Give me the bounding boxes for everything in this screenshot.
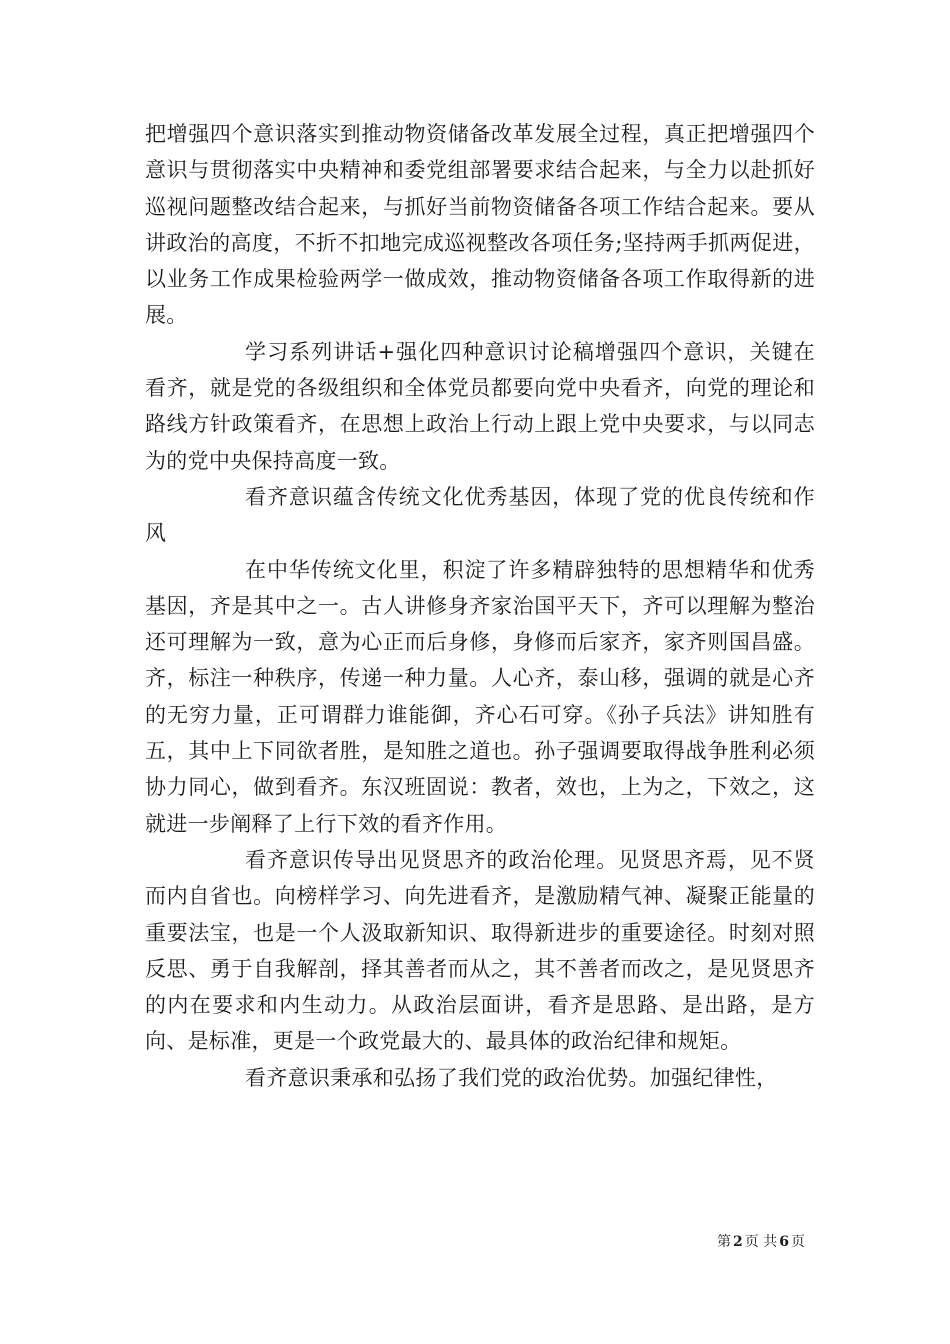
total-page-number: 6 xyxy=(779,1234,789,1250)
paragraph-3-heading: 看齐意识蕴含传统文化优秀基因，体现了党的优良传统和作风 xyxy=(145,484,815,546)
footer-prefix: 第 xyxy=(717,1234,732,1250)
paragraph-2: 学习系列讲话+强化四种意识讨论稿增强四个意识，关键在看齐，就是党的各级组织和全体党员都要向党中央看齐，向党的理论和路线方针政策看齐，在思想上政治上行动上跟上党中央要求，与以同志为的党中央保持高度一致。 xyxy=(145,339,815,473)
paragraph-6: 看齐意识秉承和弘扬了我们党的政治优势。加强纪律性， xyxy=(245,1065,778,1090)
paragraph-4: 在中华传统文化里，积淀了许多精辟独特的思想精华和优秀基因，齐是其中之一。古人讲修身齐家治国平天下，齐可以理解为整治还可理解为一致，意为心正而后身修，身修而后家齐，家齐则国昌盛。齐，标注一种秩序，传递一种力量。人心齐，泰山移，强调的就是心齐的无穷力量，正可谓群力谁能御，齐心石可穿。《孙子兵法》讲知胜有五，其中上下同欲者胜，是知胜之道也。孙子强调要取得战争胜利必须协力同心，做到看齐。东汉班固说：教者，效也，上为之，下效之，这就进一步阐释了上行下效的看齐作用。 xyxy=(145,557,815,836)
paragraph-1: 把增强四个意识落实到推动物资储备改革发展全过程，真正把增强四个意识与贯彻落实中央精神和委党组部署要求结合起来，与全力以赴抓好巡视问题整改结合起来，与抓好当前物资储备各项工作结合起来。要从讲政治的高度，不折不扣地完成巡视整改各项任务;坚持两手抓两促进，以业务工作成果检验两学一做成效，推动物资储备各项工作取得新的进展。 xyxy=(145,122,815,328)
document-body xyxy=(145,116,815,1096)
page-footer xyxy=(560,1233,805,1251)
footer-middle: 页 共 xyxy=(744,1234,778,1250)
current-page-number: 2 xyxy=(733,1234,743,1250)
paragraph-5: 看齐意识传导出见贤思齐的政治伦理。见贤思齐焉，见不贤而内自省也。向榜样学习、向先进看齐，是激励精气神、凝聚正能量的重要法宝，也是一个人汲取新知识、取得新进步的重要途径。时刻对照反思、勇于自我解剖，择其善者而从之，其不善者而改之，是见贤思齐的内在要求和内生动力。从政治层面讲，看齐是思路、是出路，是方向、是标准，更是一个政党最大的、最具体的政治纪律和规矩。 xyxy=(145,847,815,1054)
footer-suffix: 页 xyxy=(791,1234,805,1250)
